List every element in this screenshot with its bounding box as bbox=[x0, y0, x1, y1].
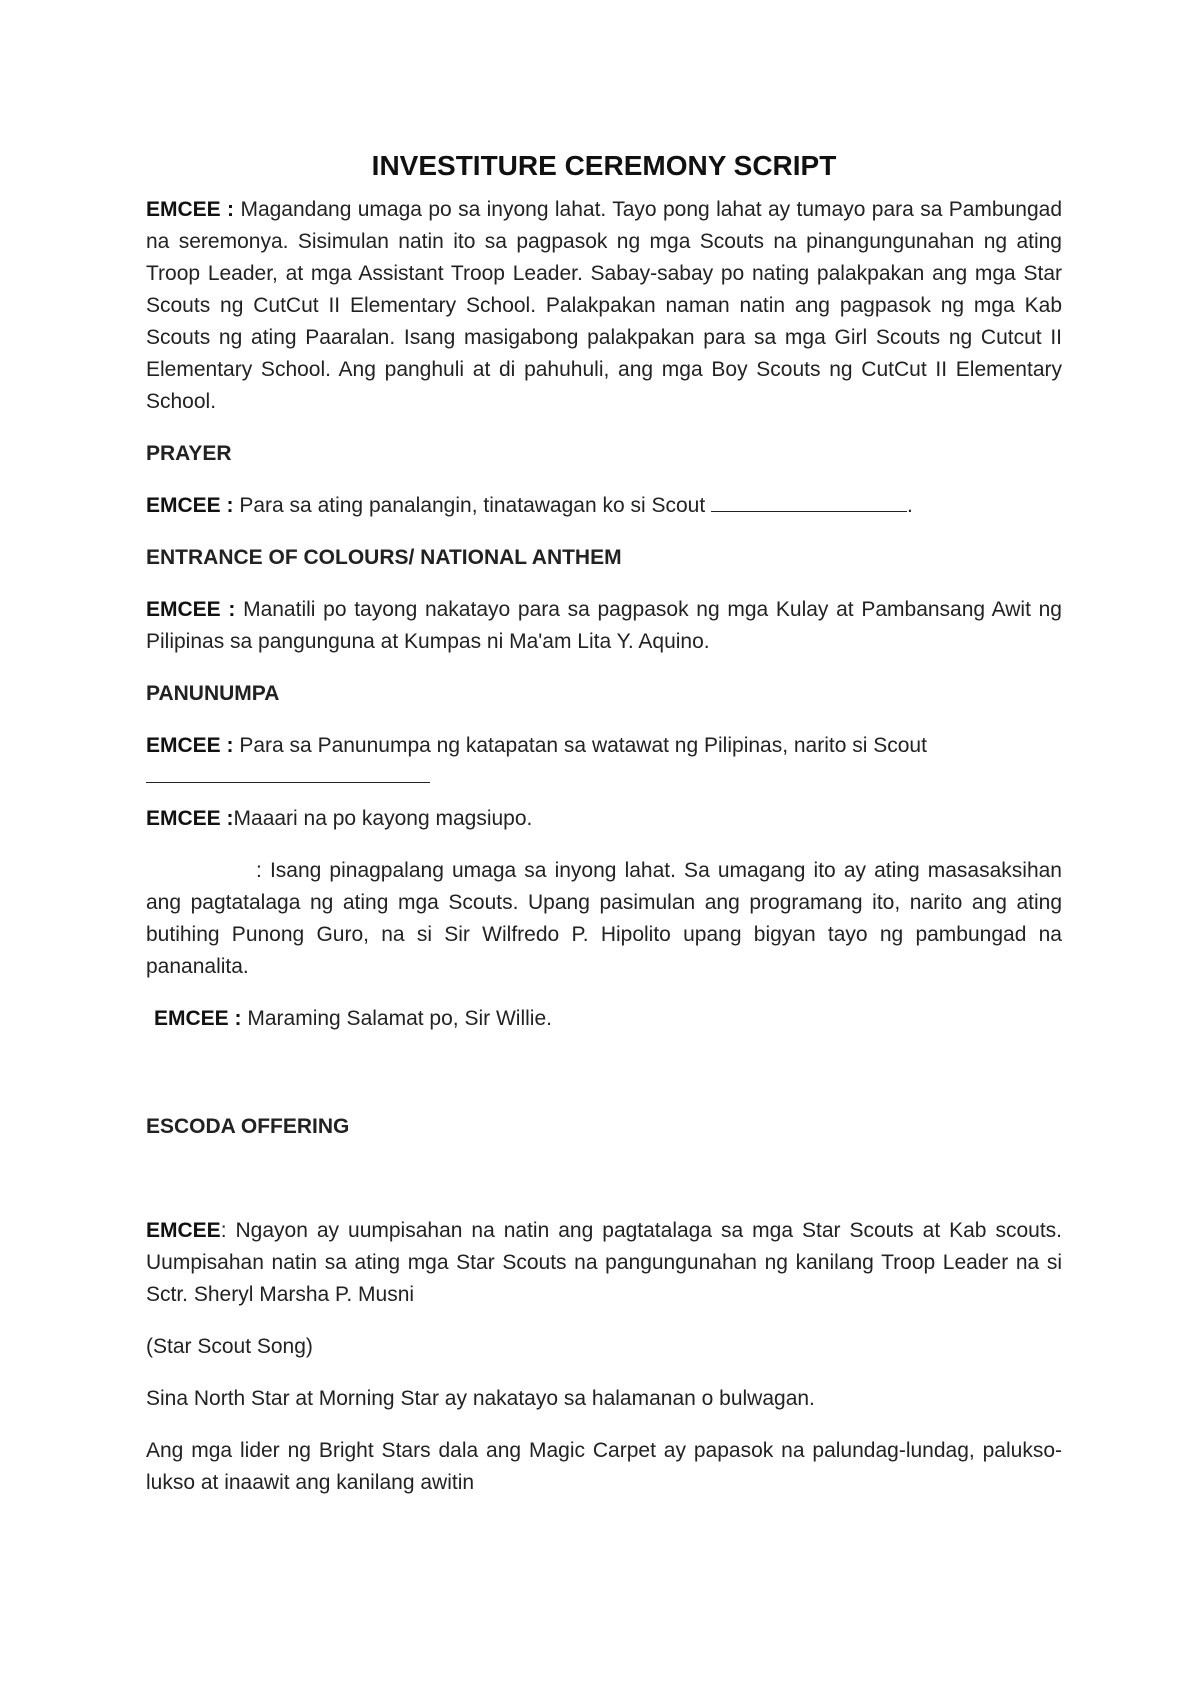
prayer-paragraph bbox=[146, 490, 1062, 522]
emcee-label: EMCEE : bbox=[146, 734, 234, 757]
spacer bbox=[146, 1055, 1062, 1111]
panunumpa-text: Para sa Panunumpa ng katapatan sa watawat ng Pilipinas, narito si Scout bbox=[239, 734, 927, 757]
heading-colours: ENTRANCE OF COLOURS/ NATIONAL ANTHEM bbox=[146, 546, 622, 569]
emcee-label: EMCEE : bbox=[146, 807, 234, 830]
sit-text: Maaari na po kayong magsiupo. bbox=[233, 807, 533, 830]
emcee-label: EMCEE bbox=[146, 1219, 221, 1242]
name-blank bbox=[711, 491, 907, 512]
document-title: INVESTITURE CEREMONY SCRIPT bbox=[371, 150, 837, 181]
panunumpa-paragraph bbox=[146, 730, 1062, 783]
thanks-text: Maraming Salamat po, Sir Willie. bbox=[247, 1007, 552, 1030]
heading-escoda: ESCODA OFFERING bbox=[146, 1115, 350, 1138]
emcee-label: EMCEE : bbox=[146, 494, 234, 517]
prayer-period: . bbox=[907, 494, 913, 517]
welcome-paragraph: : Isang pinagpalang umaga sa inyong lahat. Sa umagang ito ay ating masasaksihan ang pagtatalaga ng ating mga Scouts. Upang pasimulan ang programang ito, narito ang ating butihing Punong Guro, na si Sir Wilfredo P. Hipolito upang bigyan tayo ng pambungad na pananalita. bbox=[146, 859, 1062, 978]
colours-text: Manatili po tayong nakatayo para sa pagpasok ng mga Kulay at Pambansang Awit ng Pilipinas sa pangunguna at Kumpas ni Ma'am Lita Y. Aquino. bbox=[146, 598, 1062, 653]
opening-paragraph bbox=[146, 194, 1062, 418]
sit-paragraph bbox=[146, 803, 1062, 835]
emcee-label: EMCEE : bbox=[146, 598, 236, 621]
song-paragraph: (Star Scout Song) bbox=[146, 1335, 313, 1358]
opening-text: Magandang umaga po sa inyong lahat. Tayo pong lahat ay tumayo para sa Pambungad na seremonya. Sisimulan natin ito sa pagpasok ng mga Scouts na pinangungunahan ng ating Troop Leader, at mga Assistant Troop Leader. Sabay-sabay po nating palakpakan ang mga Star Scouts ng CutCut II Elementary School. Palakpakan naman natin ang pagpasok ng mga Kab Scouts ng ating Paaralan. Isang masigabong palakpakan para sa mga Girl Scouts ng Cutcut II Elementary School. Ang panghuli at di pahuhuli, ang mga Boy Scouts ng CutCut II Elementary School. bbox=[146, 198, 1063, 413]
thanks-paragraph bbox=[146, 1003, 1062, 1035]
spacer bbox=[146, 1163, 1062, 1215]
emcee-colon: : bbox=[220, 1219, 227, 1242]
heading-panunumpa: PANUNUMPA bbox=[146, 682, 280, 705]
escoda-paragraph bbox=[146, 1215, 1062, 1311]
leaders-paragraph: Ang mga lider ng Bright Stars dala ang Magic Carpet ay papasok na palundag-lundag, palukso-lukso at inaawit ang kanilang awitin bbox=[146, 1439, 1062, 1494]
document-page bbox=[146, 140, 1062, 1519]
stars-paragraph: Sina North Star at Morning Star ay nakatayo sa halamanan o bulwagan. bbox=[146, 1387, 815, 1410]
heading-prayer: PRAYER bbox=[146, 442, 232, 465]
escoda-text: Ngayon ay uumpisahan na natin ang pagtatalaga sa mga Star Scouts at Kab scouts. Uumpisahan natin sa ating mga Star Scouts na pangungunahan ng kanilang Troop Leader na si Sctr. Sheryl Marsha P. Musni bbox=[146, 1219, 1062, 1306]
emcee-label: EMCEE : bbox=[146, 198, 235, 221]
emcee-label: EMCEE : bbox=[154, 1007, 242, 1030]
prayer-text: Para sa ating panalangin, tinatawagan ko si Scout bbox=[239, 494, 706, 517]
name-blank-long bbox=[146, 762, 430, 783]
colours-paragraph bbox=[146, 594, 1062, 658]
